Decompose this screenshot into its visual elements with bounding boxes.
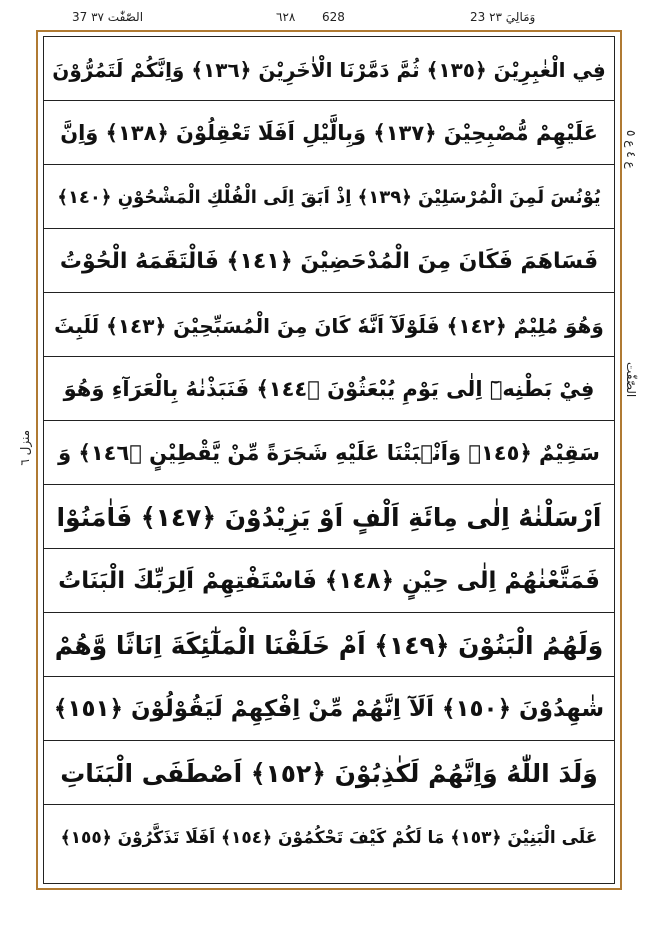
verse-text: وَلَدَ اللّٰهُ وَاِنَّهُمْ لَكٰذِبُوْنَ ﴿١٥٢﴾ اَصْطَفَى الْبَنَاتِ: [60, 759, 598, 788]
page-number-urdu: ٦٢٨: [276, 10, 296, 24]
verse-line: [44, 743, 614, 805]
surah-name: 37 الصّٰفّٰت ٣٧: [72, 10, 144, 24]
verse-line: [44, 423, 614, 485]
ruku-marker: ع ٤ ع ٥: [624, 130, 638, 169]
verse-text: فِيْ بَطْنِهٖٓ اِلٰى يَوْمِ يُبْعَثُوْنَ ﴿١٤٤﴾ فَنَبَذْنٰهُ بِالْعَرَآءِ وَهُوَ: [63, 377, 595, 401]
verse-line: [44, 359, 614, 421]
verse-line: [44, 295, 614, 357]
verse-text: يُوْنُسَ لَمِنَ الْمُرْسَلِيْنَ ﴿١٣٩﴾ اِذْ اَبَقَ اِلَى الْفُلْكِ الْمَشْحُوْنِ ﴿١٤٠﴾: [57, 186, 601, 208]
page-number: 628: [322, 10, 345, 24]
verse-text: عَلَى الْبَنِيْنَ ﴿١٥٣﴾ مَا لَكُمْ كَيْفَ تَحْكُمُوْنَ ﴿١٥٤﴾ اَفَلَا تَذَكَّرُوْنَ ﴿١٥٥﴾: [60, 827, 598, 848]
verse-line: [44, 807, 614, 869]
verse-text: وَلَهُمُ الْبَنُوْنَ ﴿١٤٩﴾ اَمْ خَلَقْنَا الْمَلٰٓئِكَةَ اِنَاثًا وَّهُمْ: [54, 631, 604, 660]
verse-text: عَلَيْهِمْ مُّصْبِحِيْنَ ﴿١٣٧﴾ وَبِالَّيْلِ اَفَلَا تَعْقِلُوْنَ ﴿١٣٨﴾ وَاِنَّ: [60, 121, 598, 145]
verse-line: [44, 679, 614, 741]
verse-line: [44, 103, 614, 165]
verse-text: سَقِيْمٌ ﴿١٤٥﴾ وَاَنْۢبَتْنَا عَلَيْهِ شَجَرَةً مِّنْ يَّقْطِيْنٍ ﴿١٤٦﴾ وَ: [58, 441, 600, 465]
verse-line: [44, 551, 614, 613]
verse-line: [44, 615, 614, 677]
verse-line: [44, 39, 614, 101]
verse-line: [44, 487, 614, 549]
surah-margin-label: الصّٰفّٰت: [624, 362, 638, 398]
juz-label: 23 وَمَالِيَ ٢٣: [470, 10, 536, 24]
verse-text: شٰهِدُوْنَ ﴿١٥٠﴾ اَلَآ اِنَّهُمْ مِّنْ اِفْكِهِمْ لَيَقُوْلُوْنَ ﴿١٥١﴾: [53, 696, 605, 722]
verse-line: [44, 231, 614, 293]
verse-text: اَرْسَلْنٰهُ اِلٰى مِائَةِ اَلْفٍ اَوْ يَزِيْدُوْنَ ﴿١٤٧﴾ فَاٰمَنُوْا: [56, 503, 602, 532]
verse-text: فِي الْغٰبِرِيْنَ ﴿١٣٥﴾ ثُمَّ دَمَّرْنَا الْاٰخَرِيْنَ ﴿١٣٦﴾ وَاِنَّكُمْ لَتَمُرُّوْنَ: [52, 57, 606, 82]
manzil-marker: منزل ٦: [18, 430, 32, 466]
verse-text: فَمَتَّعْنٰهُمْ اِلٰى حِيْنٍ ﴿١٤٨﴾ فَاسْتَفْتِهِمْ اَلِرَبِّكَ الْبَنَاتُ: [58, 568, 600, 594]
verse-text: فَسَاهَمَ فَكَانَ مِنَ الْمُدْحَضِيْنَ ﴿١٤١﴾ فَالْتَقَمَهُ الْحُوْتُ: [59, 248, 599, 274]
verse-text: وَهُوَ مُلِيْمٌ ﴿١٤٢﴾ فَلَوْلَآ اَنَّهٗ كَانَ مِنَ الْمُسَبِّحِيْنَ ﴿١٤٣﴾ لَلَبِثَ: [54, 313, 604, 338]
verse-line: [44, 167, 614, 229]
